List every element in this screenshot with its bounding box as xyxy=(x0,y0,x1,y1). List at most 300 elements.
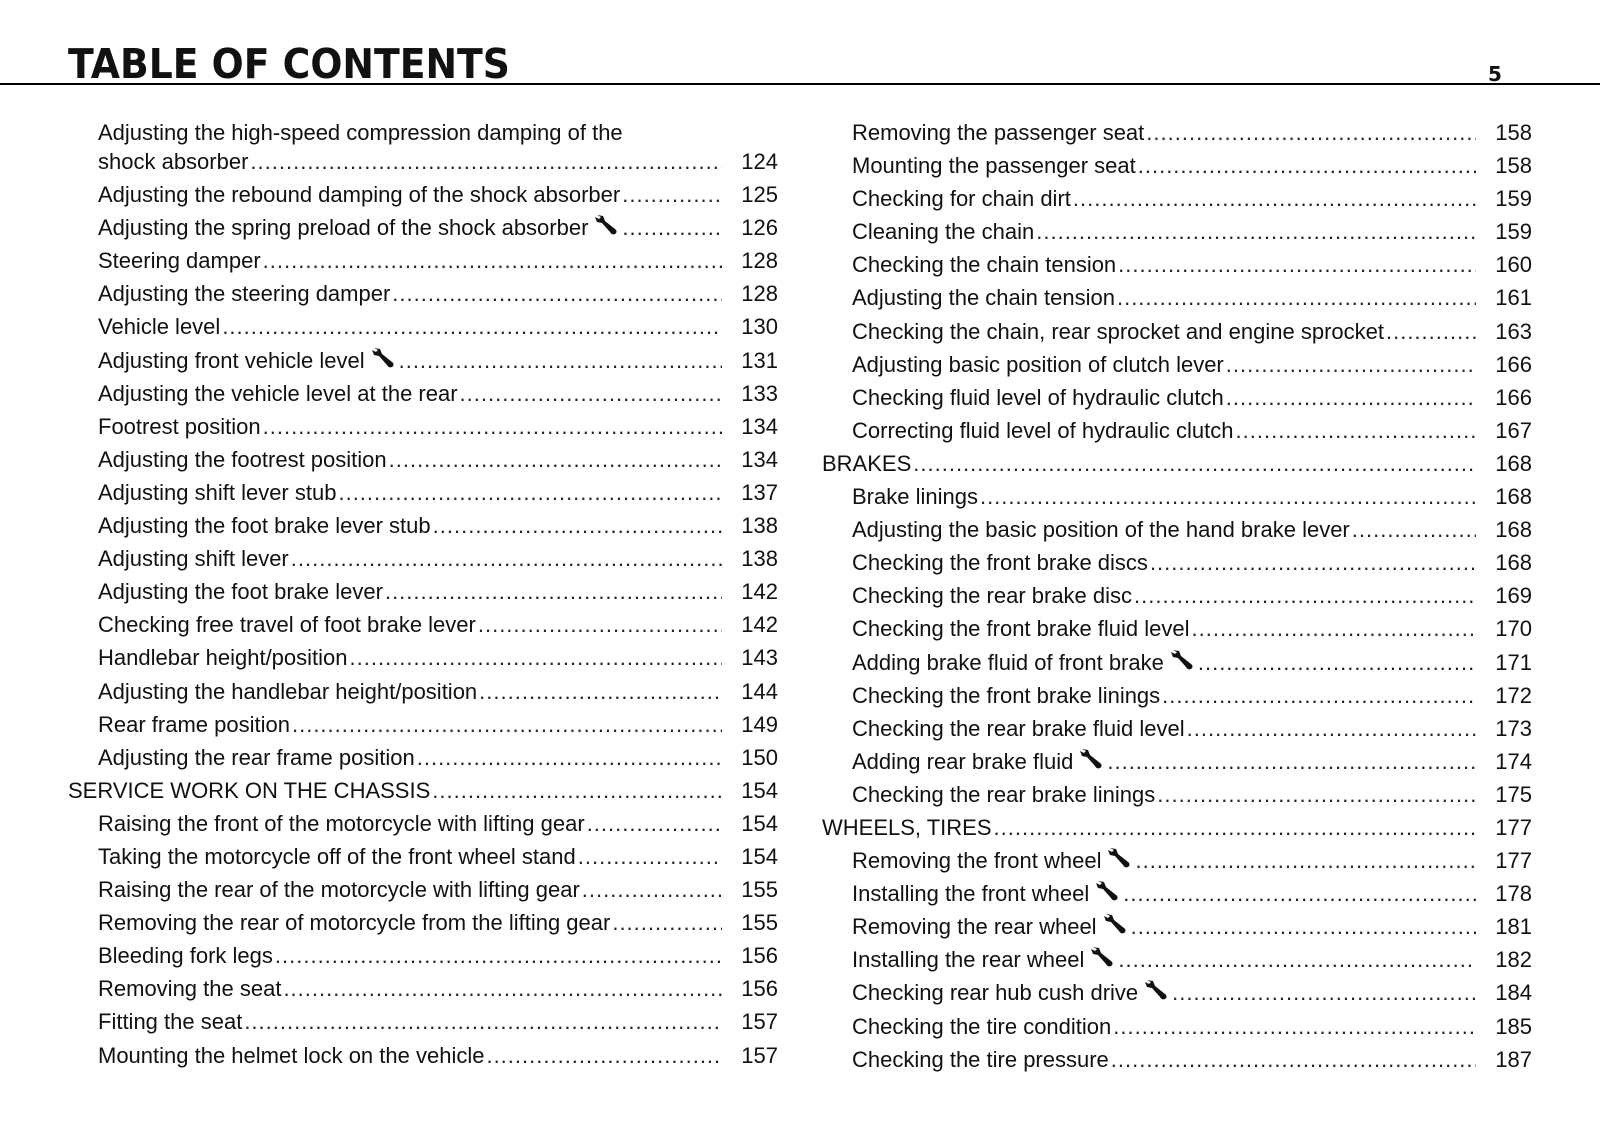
toc-entry-row xyxy=(98,246,778,275)
toc-entry-checking-the-front-brake-discs[interactable] xyxy=(822,548,1532,577)
toc-entry-page: 155 xyxy=(741,910,778,936)
toc-entry-title: Checking the front brake fluid level xyxy=(852,616,1190,642)
toc-entry-page: 149 xyxy=(741,711,778,737)
toc-entry-title: Removing the passenger seat xyxy=(852,120,1145,145)
wrench-icon xyxy=(371,346,397,368)
toc-entry-title: shock absorber xyxy=(98,149,249,174)
toc-entry-title: Checking the front brake discs xyxy=(852,550,1148,576)
toc-entry-title: Checking the tire condition xyxy=(852,1013,1112,1039)
toc-entry-checking-the-chain-tension[interactable] xyxy=(822,250,1532,279)
wrench-icon xyxy=(1144,978,1170,1000)
toc-entry-adjusting-the-handlebar-height-position[interactable] xyxy=(68,677,778,706)
toc-entry-checking-the-rear-brake-linings[interactable] xyxy=(822,780,1532,809)
toc-entry-checking-the-rear-brake-fluid-level[interactable] xyxy=(822,714,1532,743)
toc-entry-row xyxy=(852,250,1532,279)
toc-entry-row xyxy=(98,577,778,606)
wrench-icon xyxy=(1103,912,1129,934)
toc-entry-row xyxy=(98,643,778,672)
toc-entry-page: 125 xyxy=(741,182,778,208)
dot-leader xyxy=(338,478,722,507)
toc-entry-row xyxy=(852,350,1532,379)
toc-entry-shock-absorber[interactable] xyxy=(68,118,778,176)
toc-entry-title: Adjusting basic position of clutch lever xyxy=(852,351,1224,377)
toc-entry-checking-fluid-level-of-hydraulic-clutch[interactable] xyxy=(822,383,1532,412)
toc-entry-title: Adjusting the basic position of the hand brake lever xyxy=(852,517,1350,543)
toc-entry-title: Raising the rear of the motorcycle with lifting gear xyxy=(98,877,580,903)
toc-entry-page: 167 xyxy=(1495,417,1532,443)
toc-entry-removing-the-passenger-seat[interactable] xyxy=(822,118,1532,147)
toc-entry-page: 168 xyxy=(1495,450,1532,476)
wrench-icon xyxy=(1090,945,1116,967)
toc-entry-title: Removing the front wheel xyxy=(852,848,1102,874)
toc-entry-page: 138 xyxy=(741,513,778,539)
toc-entry-row xyxy=(852,714,1532,743)
dot-leader xyxy=(292,710,722,739)
toc-entry-title: Adjusting the chain tension xyxy=(852,285,1115,311)
toc-entry-page: 178 xyxy=(1495,881,1532,907)
toc-entry-page: 184 xyxy=(1495,980,1532,1006)
toc-entry-row xyxy=(98,743,778,772)
dot-leader xyxy=(1386,317,1476,346)
toc-entry-page: 126 xyxy=(741,215,778,241)
toc-entry-title: Checking free travel of foot brake lever xyxy=(98,612,476,638)
dot-leader xyxy=(1157,780,1476,809)
toc-entry-row xyxy=(98,842,778,871)
toc-entry-checking-the-rear-brake-disc[interactable] xyxy=(822,581,1532,610)
toc-entry-title: Adjusting the rebound damping of the shock absorber xyxy=(98,182,621,208)
dot-leader xyxy=(433,511,722,540)
toc-entry-page: 142 xyxy=(741,612,778,638)
toc-entry-brake-linings[interactable] xyxy=(822,482,1532,511)
toc-entry-page: 161 xyxy=(1495,285,1532,311)
dot-leader xyxy=(1226,383,1476,412)
toc-entry-page: 133 xyxy=(741,380,778,406)
toc-entry-row xyxy=(98,312,778,341)
toc-entry-adjusting-the-rear-frame-position[interactable] xyxy=(68,743,778,772)
toc-entry-row xyxy=(98,908,778,937)
dot-leader xyxy=(350,643,722,672)
toc-entry-page: 158 xyxy=(1495,120,1532,145)
toc-entry-row xyxy=(852,912,1532,941)
toc-entry-adding-brake-fluid-of-front-brake[interactable] xyxy=(822,648,1532,677)
dot-leader xyxy=(275,941,722,970)
toc-entry-title: Removing the seat xyxy=(98,976,282,1002)
dot-leader xyxy=(1226,350,1476,379)
dot-leader xyxy=(250,147,722,176)
page-title: TABLE OF CONTENTS xyxy=(68,40,510,88)
dot-leader xyxy=(1117,283,1476,312)
dot-leader xyxy=(1198,648,1476,677)
toc-entry-title: Taking the motorcycle off of the front wheel stand xyxy=(98,843,576,869)
dot-leader xyxy=(222,312,722,341)
dot-leader xyxy=(1123,879,1476,908)
toc-entry-page: 124 xyxy=(741,149,778,174)
dot-leader xyxy=(1036,217,1476,246)
toc-entry-row xyxy=(852,217,1532,246)
toc-entry-adding-rear-brake-fluid[interactable] xyxy=(822,747,1532,776)
dot-leader xyxy=(478,610,722,639)
toc-entry-row xyxy=(852,581,1532,610)
toc-entry-adjusting-front-vehicle-level[interactable] xyxy=(68,346,778,375)
toc-entry-row xyxy=(98,147,778,176)
toc-entry-mounting-the-helmet-lock-on-the-vehicle[interactable] xyxy=(68,1041,778,1070)
dot-leader xyxy=(1187,714,1476,743)
dot-leader xyxy=(582,875,722,904)
toc-entry-row xyxy=(852,780,1532,809)
toc-entry-page: 173 xyxy=(1495,715,1532,741)
toc-entry-page: 168 xyxy=(1495,550,1532,576)
toc-entry-wheels-tires[interactable] xyxy=(822,813,1532,842)
toc-entry-title: Brake linings xyxy=(852,484,978,510)
toc-entry-row xyxy=(98,346,778,375)
toc-entry-title: Adjusting the steering damper xyxy=(98,281,391,307)
toc-entry-page: 128 xyxy=(741,248,778,274)
toc-entry-row xyxy=(822,449,1532,478)
toc-entry-page: 181 xyxy=(1495,914,1532,940)
toc-entry-row xyxy=(98,941,778,970)
toc-entry-row xyxy=(852,681,1532,710)
toc-column-left xyxy=(68,118,778,1074)
toc-entry-row xyxy=(852,978,1532,1007)
toc-entry-page: 168 xyxy=(1495,484,1532,510)
dot-leader xyxy=(980,482,1476,511)
toc-entry-row xyxy=(852,317,1532,346)
toc-entry-row xyxy=(98,710,778,739)
toc-entry-adjusting-the-foot-brake-lever[interactable] xyxy=(68,577,778,606)
toc-entry-adjusting-the-vehicle-level-at-the-rear[interactable] xyxy=(68,379,778,408)
toc-entry-page: 130 xyxy=(741,314,778,340)
toc-entry-row xyxy=(98,379,778,408)
toc-entry-page: 166 xyxy=(1495,384,1532,410)
toc-entry-page: 174 xyxy=(1495,748,1532,774)
dot-leader xyxy=(1073,184,1476,213)
toc-entry-row xyxy=(98,677,778,706)
toc-entry-row xyxy=(98,1041,778,1070)
wrench-icon xyxy=(1170,648,1196,670)
toc-entry-row xyxy=(98,478,778,507)
dot-leader xyxy=(392,279,722,308)
toc-entry-page: 170 xyxy=(1495,616,1532,642)
toc-entry-row xyxy=(852,747,1532,776)
toc-entry-title: Mounting the helmet lock on the vehicle xyxy=(98,1042,485,1068)
toc-entry-page: 166 xyxy=(1495,351,1532,377)
toc-entry-page: 157 xyxy=(741,1042,778,1068)
toc-entry-page: 169 xyxy=(1495,583,1532,609)
toc-entry-page: 128 xyxy=(741,281,778,307)
toc-entry-row xyxy=(68,776,778,805)
toc-entry-rear-frame-position[interactable] xyxy=(68,710,778,739)
toc-entry-page: 163 xyxy=(1495,318,1532,344)
toc-entry-adjusting-the-steering-damper[interactable] xyxy=(68,279,778,308)
toc-entry-checking-for-chain-dirt[interactable] xyxy=(822,184,1532,213)
toc-entry-cleaning-the-chain[interactable] xyxy=(822,217,1532,246)
toc-entry-adjusting-the-rebound-damping-of-the-sho[interactable] xyxy=(68,180,778,209)
toc-entry-title-line1: Adjusting the high-speed compression damping of the xyxy=(98,120,623,145)
dot-leader xyxy=(578,842,722,871)
dot-leader xyxy=(1135,846,1476,875)
toc-entry-page: 168 xyxy=(1495,517,1532,543)
toc-entry-title: Installing the rear wheel xyxy=(852,947,1085,973)
toc-entry-title: Adjusting the foot brake lever xyxy=(98,579,383,605)
dot-leader xyxy=(622,180,722,209)
toc-entry-title: SERVICE WORK ON THE CHASSIS xyxy=(68,777,431,803)
toc-entry-title: Checking the tire pressure xyxy=(852,1046,1109,1072)
dot-leader xyxy=(486,1041,722,1070)
dot-leader xyxy=(1118,250,1476,279)
toc-entry-page: 185 xyxy=(1495,1013,1532,1039)
toc-entry-title: Cleaning the chain xyxy=(852,219,1035,245)
toc-entry-brakes[interactable] xyxy=(822,449,1532,478)
dot-leader xyxy=(432,776,722,805)
toc-entry-title: Rear frame position xyxy=(98,711,290,737)
toc-entry-mounting-the-passenger-seat[interactable] xyxy=(822,151,1532,180)
toc-entry-title: WHEELS, TIRES xyxy=(822,814,992,840)
toc-entry-title: Adding brake fluid of front brake xyxy=(852,649,1164,675)
wrench-icon xyxy=(594,213,620,235)
toc-entry-footrest-position[interactable] xyxy=(68,412,778,441)
dot-leader xyxy=(1352,515,1476,544)
dot-leader xyxy=(1192,614,1476,643)
toc-entry-page: 134 xyxy=(741,413,778,439)
toc-entry-row xyxy=(98,511,778,540)
toc-entry-page: 156 xyxy=(741,943,778,969)
toc-entry-page: 131 xyxy=(741,347,778,373)
toc-entry-title: Checking for chain dirt xyxy=(852,186,1071,212)
toc-entry-title: Bleeding fork legs xyxy=(98,943,273,969)
toc-entry-row xyxy=(852,416,1532,445)
toc-entry-raising-the-rear-of-the-motorcycle-with-[interactable] xyxy=(68,875,778,904)
toc-entry-title: BRAKES xyxy=(822,450,912,476)
toc-entry-title: Adjusting front vehicle level xyxy=(98,347,365,373)
toc-entry-handlebar-height-position[interactable] xyxy=(68,643,778,672)
dot-leader xyxy=(1138,151,1476,180)
toc-entry-title: Correcting fluid level of hydraulic clutch xyxy=(852,417,1234,443)
toc-entry-correcting-fluid-level-of-hydraulic-clut[interactable] xyxy=(822,416,1532,445)
dot-leader xyxy=(1107,747,1476,776)
dot-leader xyxy=(1131,912,1476,941)
wrench-icon xyxy=(1107,846,1133,868)
toc-entry-title: Adjusting the foot brake lever stub xyxy=(98,513,431,539)
toc-entry-checking-rear-hub-cush-drive[interactable] xyxy=(822,978,1532,1007)
toc-entry-page: 144 xyxy=(741,678,778,704)
toc-entry-title: Checking the front brake linings xyxy=(852,682,1161,708)
toc-entry-bleeding-fork-legs[interactable] xyxy=(68,941,778,970)
toc-entry-page: 142 xyxy=(741,579,778,605)
toc-entry-row xyxy=(852,515,1532,544)
toc-entry-adjusting-the-foot-brake-lever-stub[interactable] xyxy=(68,511,778,540)
toc-entry-title: Adjusting the handlebar height/position xyxy=(98,678,478,704)
toc-entry-title: Adding rear brake fluid xyxy=(852,748,1074,774)
toc-entry-title: Mounting the passenger seat xyxy=(852,153,1136,179)
toc-entry-removing-the-front-wheel[interactable] xyxy=(822,846,1532,875)
toc-entry-title: Removing the rear wheel xyxy=(852,914,1097,940)
wrench-icon xyxy=(1079,747,1105,769)
toc-entry-page: 160 xyxy=(1495,252,1532,278)
toc-entry-row xyxy=(98,412,778,441)
dot-leader xyxy=(385,577,722,606)
toc-entry-row xyxy=(852,184,1532,213)
dot-leader xyxy=(479,677,722,706)
dot-leader xyxy=(283,974,722,1003)
toc-entry-title: Fitting the seat xyxy=(98,1009,243,1035)
dot-leader xyxy=(622,213,722,242)
toc-entry-row xyxy=(98,809,778,838)
dot-leader xyxy=(291,544,722,573)
toc-entry-row xyxy=(98,279,778,308)
dot-leader xyxy=(1162,681,1476,710)
dot-leader xyxy=(994,813,1476,842)
toc-entry-page: 175 xyxy=(1495,781,1532,807)
header-rule xyxy=(0,83,1600,85)
dot-leader xyxy=(1150,548,1476,577)
toc-entry-removing-the-seat[interactable] xyxy=(68,974,778,1003)
toc-entry-row xyxy=(852,1012,1532,1041)
dot-leader xyxy=(244,1007,722,1036)
toc-entry-removing-the-rear-of-motorcycle-from-the[interactable] xyxy=(68,908,778,937)
toc-entry-title: Adjusting the vehicle level at the rear xyxy=(98,380,458,406)
toc-entry-row xyxy=(98,875,778,904)
toc-entry-row xyxy=(852,879,1532,908)
toc-entry-title: Raising the front of the motorcycle with lifting gear xyxy=(98,810,585,836)
dot-leader xyxy=(1146,118,1476,147)
toc-entry-page: 154 xyxy=(741,777,778,803)
toc-entry-row xyxy=(852,945,1532,974)
toc-entry-page: 172 xyxy=(1495,682,1532,708)
toc-entry-page: 177 xyxy=(1495,814,1532,840)
toc-entry-fitting-the-seat[interactable] xyxy=(68,1007,778,1036)
toc-entry-page: 187 xyxy=(1495,1046,1532,1072)
toc-entry-page: 158 xyxy=(1495,153,1532,179)
toc-entry-title: Adjusting the rear frame position xyxy=(98,744,415,770)
toc-entry-installing-the-rear-wheel[interactable] xyxy=(822,945,1532,974)
toc-entry-checking-free-travel-of-foot-brake-lever[interactable] xyxy=(68,610,778,639)
toc-entry-row xyxy=(852,846,1532,875)
toc-entry-row xyxy=(98,445,778,474)
dot-leader xyxy=(263,246,722,275)
toc-entry-title: Adjusting shift lever stub xyxy=(98,479,337,505)
toc-entry-taking-the-motorcycle-off-of-the-front-w[interactable] xyxy=(68,842,778,871)
toc-entry-page: 171 xyxy=(1495,649,1532,675)
dot-leader xyxy=(389,445,722,474)
toc-entry-title: Checking fluid level of hydraulic clutch xyxy=(852,384,1224,410)
toc-entry-checking-the-front-brake-fluid-level[interactable] xyxy=(822,614,1532,643)
toc-entry-page: 157 xyxy=(741,1009,778,1035)
toc-entry-row xyxy=(852,1045,1532,1074)
toc-entry-page: 159 xyxy=(1495,219,1532,245)
toc-entry-page: 155 xyxy=(741,877,778,903)
toc-entry-adjusting-basic-position-of-clutch-lever[interactable] xyxy=(822,350,1532,379)
toc-entry-adjusting-shift-lever-stub[interactable] xyxy=(68,478,778,507)
toc-entry-title: Installing the front wheel xyxy=(852,881,1090,907)
toc-entry-steering-damper[interactable] xyxy=(68,246,778,275)
toc-entry-checking-the-front-brake-linings[interactable] xyxy=(822,681,1532,710)
toc-entry-title: Footrest position xyxy=(98,413,261,439)
dot-leader xyxy=(913,449,1476,478)
toc-entry-row xyxy=(852,648,1532,677)
toc-entry-page: 159 xyxy=(1495,186,1532,212)
toc-entry-adjusting-the-chain-tension[interactable] xyxy=(822,283,1532,312)
toc-entry-page: 150 xyxy=(741,744,778,770)
toc-entry-title: Adjusting the spring preload of the shock absorber xyxy=(98,215,589,241)
toc-entry-title: Checking the chain, rear sprocket and engine sprocket xyxy=(852,318,1384,344)
toc-entry-page: 154 xyxy=(741,810,778,836)
toc-entry-title: Checking the rear brake linings xyxy=(852,781,1156,807)
toc-entry-row xyxy=(98,610,778,639)
toc-entry-row xyxy=(852,383,1532,412)
toc-entry-title: Steering damper xyxy=(98,248,261,274)
toc-entry-adjusting-the-spring-preload-of-the-shoc[interactable] xyxy=(68,213,778,242)
dot-leader xyxy=(460,379,722,408)
dot-leader xyxy=(1172,978,1476,1007)
toc-entry-adjusting-shift-lever[interactable] xyxy=(68,544,778,573)
toc-entry-adjusting-the-footrest-position[interactable] xyxy=(68,445,778,474)
toc-entry-row xyxy=(852,283,1532,312)
toc-entry-checking-the-tire-pressure[interactable] xyxy=(822,1045,1532,1074)
toc-entry-installing-the-front-wheel[interactable] xyxy=(822,879,1532,908)
page-number: 5 xyxy=(1488,62,1502,86)
toc-entry-removing-the-rear-wheel[interactable] xyxy=(822,912,1532,941)
toc-entry-title: Checking the rear brake fluid level xyxy=(852,715,1185,741)
toc-entry-title: Checking the rear brake disc xyxy=(852,583,1133,609)
toc-entry-title: Checking rear hub cush drive xyxy=(852,980,1139,1006)
toc-entry-row xyxy=(98,974,778,1003)
toc-column-right xyxy=(822,118,1532,1078)
toc-entry-row xyxy=(98,180,778,209)
toc-entry-adjusting-the-basic-position-of-the-hand[interactable] xyxy=(822,515,1532,544)
toc-entry-row xyxy=(852,614,1532,643)
toc-entry-row xyxy=(98,1007,778,1036)
toc-entry-title: Checking the chain tension xyxy=(852,252,1117,278)
dot-leader xyxy=(587,809,722,838)
toc-entry-service-work-on-the-chassis[interactable] xyxy=(68,776,778,805)
dot-leader xyxy=(612,908,722,937)
toc-entry-row xyxy=(852,548,1532,577)
dot-leader xyxy=(1236,416,1476,445)
toc-entry-page: 156 xyxy=(741,976,778,1002)
toc-entry-row xyxy=(852,482,1532,511)
toc-entry-title: Handlebar height/position xyxy=(98,645,348,671)
toc-entry-title: Vehicle level xyxy=(98,314,221,340)
toc-entry-title: Adjusting shift lever xyxy=(98,546,289,572)
toc-entry-row xyxy=(98,544,778,573)
toc-entry-page: 182 xyxy=(1495,947,1532,973)
dot-leader xyxy=(399,346,722,375)
toc-entry-checking-the-tire-condition[interactable] xyxy=(822,1012,1532,1041)
toc-entry-row xyxy=(852,118,1532,147)
toc-entry-page: 143 xyxy=(741,645,778,671)
toc-entry-page: 154 xyxy=(741,843,778,869)
toc-entry-page: 137 xyxy=(741,479,778,505)
toc-entry-row xyxy=(98,213,778,242)
toc-entry-checking-the-chain-rear-sprocket-and-eng[interactable] xyxy=(822,317,1532,346)
dot-leader xyxy=(1113,1012,1476,1041)
toc-entry-title: Adjusting the footrest position xyxy=(98,446,387,472)
dot-leader xyxy=(1111,1045,1476,1074)
dot-leader xyxy=(263,412,722,441)
wrench-icon xyxy=(1095,879,1121,901)
toc-entry-title: Removing the rear of motorcycle from the lifting gear xyxy=(98,910,611,936)
toc-entry-vehicle-level[interactable] xyxy=(68,312,778,341)
toc-entry-raising-the-front-of-the-motorcycle-with[interactable] xyxy=(68,809,778,838)
dot-leader xyxy=(1118,945,1476,974)
dot-leader xyxy=(417,743,722,772)
dot-leader xyxy=(1134,581,1476,610)
toc-entry-page: 134 xyxy=(741,446,778,472)
toc-entry-row xyxy=(822,813,1532,842)
toc-entry-page: 177 xyxy=(1495,848,1532,874)
toc-entry-page: 138 xyxy=(741,546,778,572)
toc-entry-row xyxy=(852,151,1532,180)
